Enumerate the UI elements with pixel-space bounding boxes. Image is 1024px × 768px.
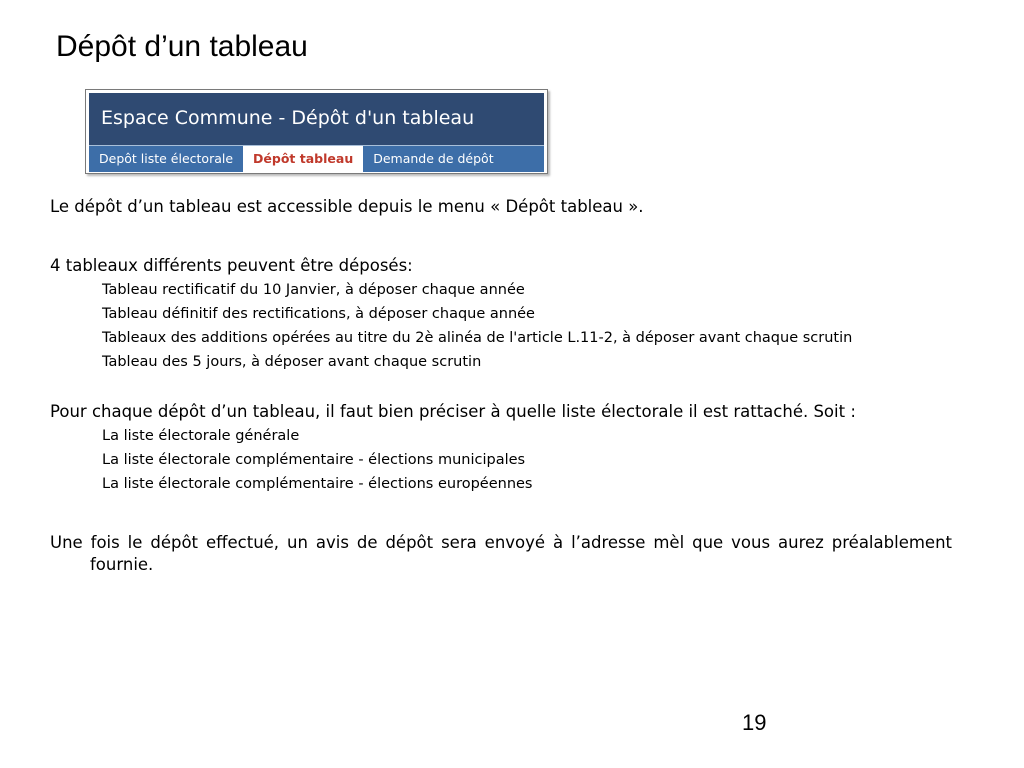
tableaux-heading: 4 tableaux différents peuvent être déposés:	[50, 256, 413, 275]
intro-paragraph: Le dépôt d’un tableau est accessible depuis le menu « Dépôt tableau ».	[50, 197, 644, 216]
listes-heading: Pour chaque dépôt d’un tableau, il faut bien préciser à quelle liste électorale il est rattaché. Soit :	[50, 402, 856, 421]
conclusion-paragraph: Une fois le dépôt effectué, un avis de dépôt sera envoyé à l’adresse mèl que vous aurez préalablement fournie.	[50, 533, 952, 574]
liste-item: La liste électorale complémentaire - élections municipales	[102, 452, 526, 468]
liste-item: La liste électorale générale	[102, 428, 300, 444]
app-header	[89, 93, 544, 145]
page-number: 19	[742, 710, 767, 735]
tableau-item: Tableau rectificatif du 10 Janvier, à déposer chaque année	[102, 282, 525, 298]
tableau-item: Tableau définitif des rectifications, à déposer chaque année	[102, 306, 535, 322]
tab-depot-tableau[interactable]: Dépôt tableau	[243, 146, 363, 172]
app-screenshot	[85, 89, 548, 174]
app-header-title: Espace Commune - Dépôt d'un tableau	[101, 107, 475, 129]
tableau-item: Tableau des 5 jours, à déposer avant chaque scrutin	[102, 354, 482, 370]
liste-item: La liste électorale complémentaire - élections européennes	[102, 476, 533, 492]
tableau-item: Tableaux des additions opérées au titre du 2è alinéa de l'article L.11-2, à déposer avant chaque scrutin	[102, 330, 853, 346]
slide-body	[50, 196, 952, 576]
slide-title: Dépôt d’un tableau	[56, 30, 308, 63]
tab-demande-de-depot[interactable]: Demande de dépôt	[373, 151, 494, 166]
app-tab-bar	[89, 145, 544, 172]
tab-depot-liste-electorale[interactable]: Depôt liste électorale	[99, 151, 234, 166]
